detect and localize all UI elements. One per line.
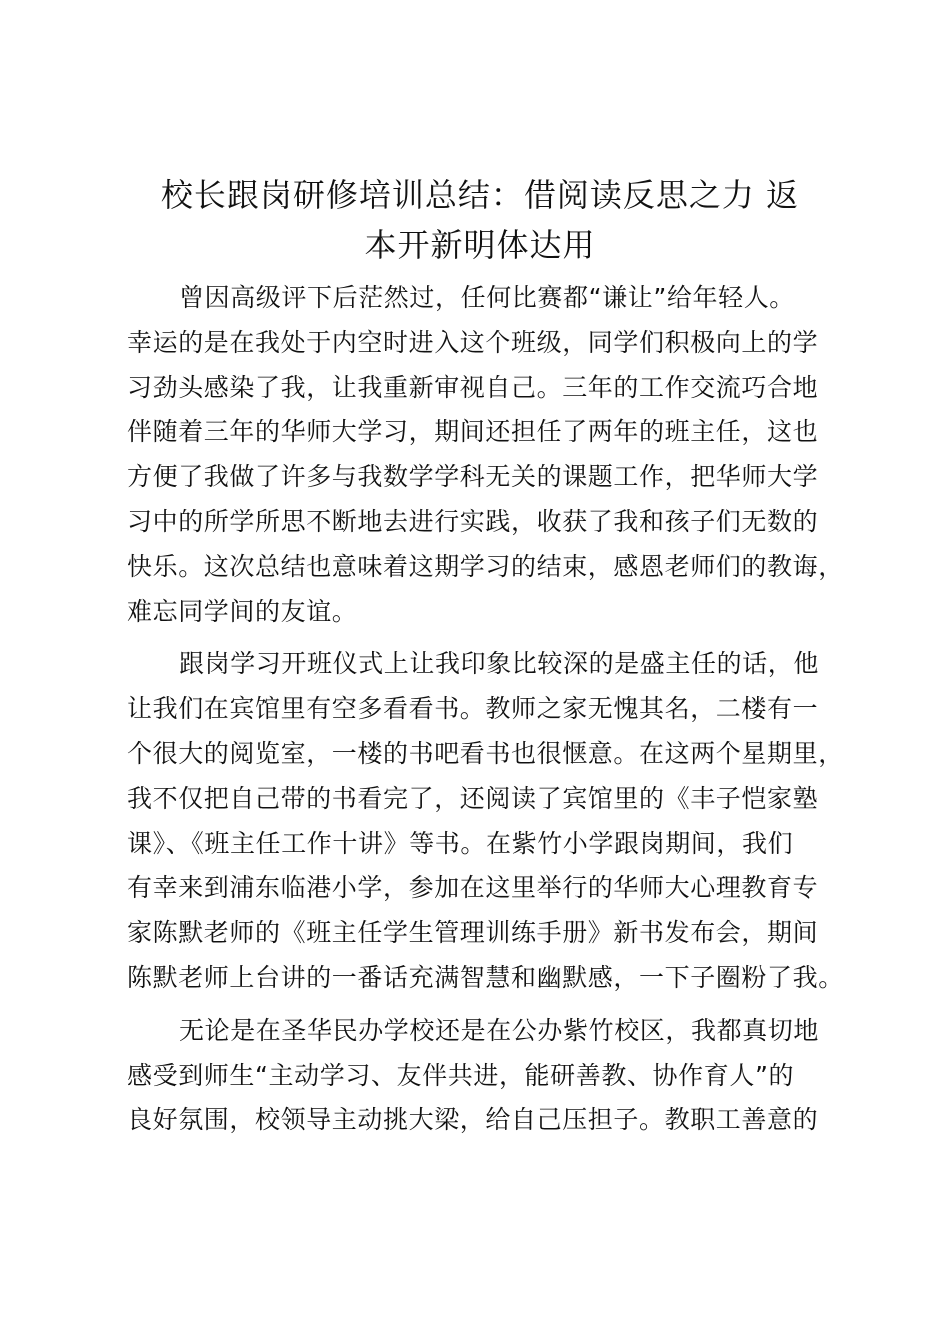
paragraph-1 [127,276,857,634]
paragraph-line: 陈默老师上台讲的一番话充满智慧和幽默感，一下子圈粉了我。 [127,962,844,992]
paragraph-line: 习劲头感染了我，让我重新审视自己。三年的工作交流巧合地 [127,372,819,402]
document-title [120,170,840,270]
paragraph-line: 习中的所学所思不断地去进行实践，收获了我和孩子们无数的 [127,506,819,536]
paragraph-line: 我不仅把自己带的书看完了，还阅读了宾馆里的《丰子恺家塾 [127,783,819,813]
paragraph-line: 曾因高级评下后茫然过，任何比赛都“谦让”给年轻人。 [179,283,795,312]
paragraph-line: 难忘同学间的友谊。 [127,596,358,626]
paragraph-2 [127,642,857,1000]
paragraph-line: 感受到师生“主动学习、友伴共进，能研善教、协作育人”的 [127,1060,795,1090]
paragraph-line: 课》、《班主任工作十讲》等书。在紫竹小学跟岗期间，我们 [127,828,794,858]
document-body [127,276,857,1151]
paragraph-line: 让我们在宾馆里有空多看看书。教师之家无愧其名，二楼有一 [127,694,819,724]
paragraph-line: 跟岗学习开班仪式上让我印象比较深的是盛主任的话，他 [179,649,820,679]
paragraph-line: 无论是在圣华民办学校还是在公办紫竹校区，我都真切地 [179,1015,820,1045]
paragraph-line: 伴随着三年的华师大学习，期间还担任了两年的班主任，这也 [127,417,819,447]
paragraph-line: 有幸来到浦东临港小学，参加在这里举行的华师大心理教育专 [127,873,819,903]
paragraph-line: 幸运的是在我处于内空时进入这个班级，同学们积极向上的学 [127,327,819,357]
paragraph-line: 个很大的阅览室，一楼的书吧看书也很惬意。在这两个星期里， [127,738,844,768]
paragraph-line: 方便了我做了许多与我数学学科无关的课题工作，把华师大学 [127,462,819,492]
paragraph-3 [127,1009,857,1143]
document-title-line: 本开新明体达用 [364,226,596,264]
paragraph-line: 家陈默老师的《班主任学生管理训练手册》新书发布会，期间 [127,918,819,948]
paragraph-line: 快乐。这次总结也意味着这期学习的结束，感恩老师们的教诲， [127,551,844,581]
paragraph-line: 良好氛围，校领导主动挑大梁，给自己压担子。教职工善意的 [127,1105,819,1135]
document-title-line: 校长跟岗研修培训总结：借阅读反思之力 返 [160,176,800,214]
